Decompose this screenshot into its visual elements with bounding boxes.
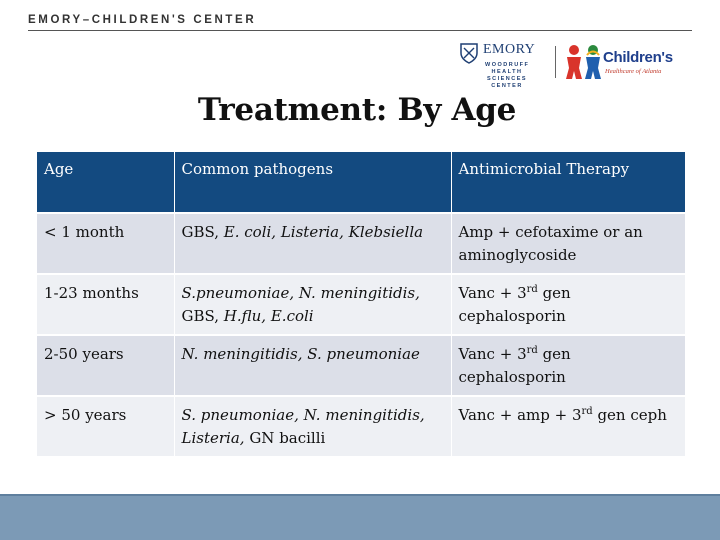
age-cell: 1-23 months [37, 274, 174, 335]
column-header-age: Age [37, 152, 174, 213]
therapy-cell: Amp + cefotaxime or an aminoglycoside [458, 223, 643, 264]
emory-logo [455, 40, 547, 94]
therapy-cell: Vanc + 3rd gen cephalosporin [458, 345, 571, 386]
age-cell: < 1 month [37, 213, 174, 274]
footer-divider [0, 494, 720, 496]
children-figures-icon [563, 42, 607, 82]
table-row [37, 396, 685, 456]
pathogens-cell: S. pneumoniae, N. meningitidis, Listeria, GN bacilli [174, 396, 451, 456]
column-header-therapy: Antimicrobial Therapy [451, 152, 685, 213]
childrens-wordmark: Children's [603, 49, 673, 66]
pathogens-cell: GBS, E. coli, Listeria, Klebsiella [174, 213, 451, 274]
treatment-table [37, 152, 685, 456]
emory-wordmark: EMORY [483, 42, 536, 57]
table-row [37, 213, 685, 274]
childrens-subtitle: Healthcare of Atlanta [605, 68, 662, 75]
emory-shield-icon [459, 42, 479, 64]
childrens-healthcare-logo [563, 42, 687, 84]
organization-header: EMORY–CHILDREN'S CENTER [28, 14, 257, 26]
age-cell: 2-50 years [37, 335, 174, 396]
table-header-row [37, 152, 685, 213]
column-header-pathogens: Common pathogens [174, 152, 451, 213]
slide-title: Treatment: By Age [197, 92, 517, 128]
emory-subtitle: WOODRUFF HEALTH SCIENCES CENTER [485, 62, 530, 89]
logo-divider [555, 46, 556, 78]
therapy-cell: Vanc + amp + 3rd gen ceph [458, 406, 667, 424]
table-row [37, 335, 685, 396]
footer-bar [0, 494, 720, 540]
pathogens-cell: S.pneumoniae, N. meningitidis, GBS, H.flu, E.coli [174, 274, 451, 335]
pathogens-cell: N. meningitidis, S. pneumoniae [174, 335, 451, 396]
therapy-cell: Vanc + 3rd gen cephalosporin [458, 284, 571, 325]
age-cell: > 50 years [37, 396, 174, 456]
header-divider [28, 30, 692, 31]
table-row [37, 274, 685, 335]
